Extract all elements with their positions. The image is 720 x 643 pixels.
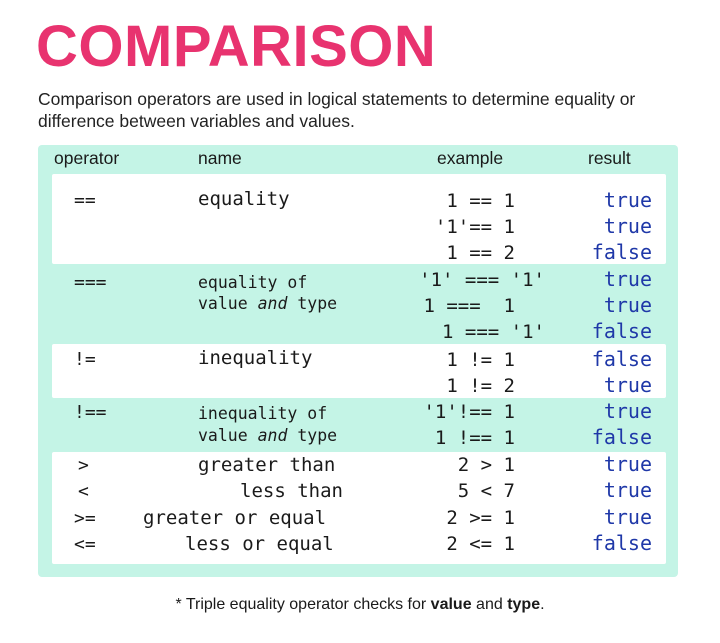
operator-greater-or-equal: >=	[74, 508, 96, 529]
example-cell: 2 >= 1	[446, 507, 515, 529]
result-cell: false	[591, 531, 652, 555]
header-result: result	[588, 148, 631, 168]
name-strict-inequality: inequality of	[198, 404, 328, 423]
header-operator: operator	[54, 148, 120, 168]
example-cell: 1 == 2	[446, 242, 515, 264]
operator-less-than: <	[78, 481, 89, 502]
name-strict-equality-line2: value and type	[198, 294, 338, 313]
example-cell: 2 > 1	[457, 454, 515, 476]
result-cell: true	[603, 214, 652, 238]
example-cell: '1'== 1	[434, 216, 515, 238]
result-cell: false	[591, 240, 652, 264]
example-cell: 5 < 7	[457, 480, 515, 502]
example-cell: 1 == 1	[446, 190, 515, 212]
result-cell: true	[603, 478, 652, 502]
name-strict-equality: equality of	[198, 273, 308, 292]
page-title: COMPARISON	[36, 14, 437, 79]
intro-text: Comparison operators are used in logical statements to determine equality or difference between variables and values.	[38, 89, 636, 131]
operator-inequality: !=	[74, 349, 96, 370]
example-cell: '1' === '1'	[419, 269, 545, 291]
name-inequality: inequality	[198, 347, 313, 369]
example-cell: '1'!== 1	[423, 401, 515, 423]
name-equality: equality	[198, 188, 290, 210]
result-cell: false	[591, 319, 652, 343]
name-less-than: less than	[240, 480, 343, 502]
name-strict-inequality-line2: value and type	[198, 426, 338, 445]
footnote: * Triple equality operator checks for value and type.	[175, 596, 545, 613]
operator-less-or-equal: <=	[74, 534, 96, 555]
name-greater-or-equal: greater or equal	[143, 507, 327, 529]
operator-strict-equality: ===	[74, 272, 107, 293]
example-cell: 1 !== 1	[434, 427, 515, 449]
example-cell: 2 <= 1	[446, 533, 515, 555]
result-cell: true	[603, 373, 652, 397]
name-less-or-equal: less or equal	[185, 533, 334, 555]
result-cell: true	[603, 293, 652, 317]
result-cell: true	[603, 452, 652, 476]
operator-greater-than: >	[78, 455, 89, 476]
result-cell: true	[603, 505, 652, 529]
header-example: example	[437, 148, 504, 168]
result-cell: true	[603, 188, 652, 212]
result-cell: true	[603, 267, 652, 291]
result-cell: true	[603, 399, 652, 423]
operator-equality: ==	[74, 190, 96, 211]
header-name: name	[198, 148, 242, 168]
example-cell: 1 === '1'	[442, 321, 545, 343]
example-cell: 1 != 1	[446, 349, 515, 371]
example-cell: 1 != 2	[446, 375, 515, 397]
result-cell: false	[591, 425, 652, 449]
result-cell: false	[591, 347, 652, 371]
example-cell: 1 === 1	[423, 295, 515, 317]
operator-strict-inequality: !==	[74, 402, 107, 423]
name-greater-than: greater than	[198, 454, 336, 476]
